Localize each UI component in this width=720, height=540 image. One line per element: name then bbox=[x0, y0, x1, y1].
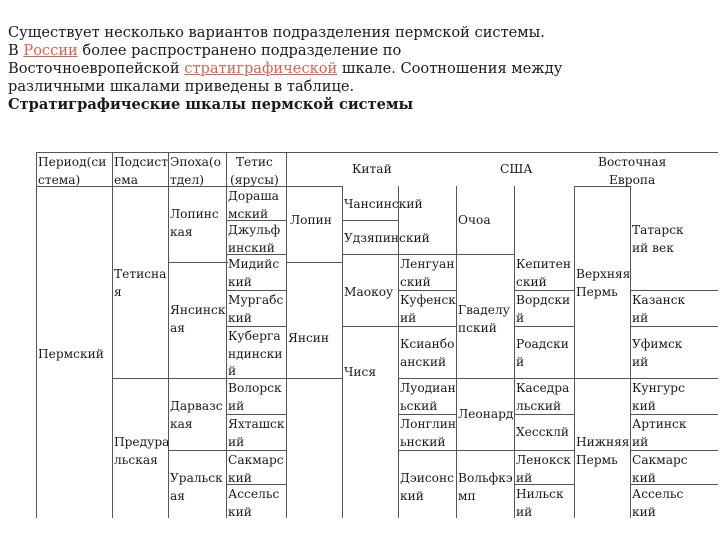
ee-stage: Казанск ий bbox=[632, 293, 686, 325]
tethys-stage: Куберга ндински й bbox=[228, 329, 283, 379]
usa-stage: Ленокск ий bbox=[516, 453, 571, 485]
china-stage: Маокоу bbox=[344, 285, 394, 299]
intro-line-3: Восточноевропейской стратиграфической шкале. Соотношения между bbox=[8, 60, 563, 77]
usa-stage: Ленгуан ский bbox=[400, 257, 455, 289]
intro-line-2: В России более распространено подразделение по bbox=[8, 42, 402, 59]
stratigraphic-link[interactable]: стратиграфической bbox=[184, 60, 338, 77]
china-stage: Удзяпинский bbox=[344, 231, 430, 245]
header-east-europe: Восточная Европа bbox=[598, 155, 667, 187]
header-china: Китай bbox=[352, 162, 392, 176]
tethys-stage: Яхташск ий bbox=[228, 417, 285, 449]
epoch-name: Лопинс кая bbox=[170, 207, 219, 239]
usa-series: Очоа bbox=[458, 213, 491, 227]
ee-stage: Артинск ий bbox=[632, 417, 687, 449]
russia-link[interactable]: России bbox=[23, 42, 78, 59]
header-usa: США bbox=[500, 162, 533, 176]
tethys-stage: Дораша мский bbox=[228, 189, 279, 221]
ee-stage: Кунгурс кий bbox=[632, 381, 685, 413]
ee-stage: Ассельс кий bbox=[632, 487, 684, 519]
usa-series: Вольфкэ мп bbox=[458, 471, 513, 503]
usa-stage: Ксианбо анский bbox=[400, 337, 455, 369]
tethys-stage: Волорск ий bbox=[228, 381, 282, 413]
usa-stage: Куфенск ий bbox=[400, 293, 456, 325]
usa-stage: Нильск ий bbox=[516, 487, 564, 519]
usa-stage: Вордски й bbox=[516, 293, 571, 325]
china-series: Янсин bbox=[288, 331, 330, 345]
epoch-name: Дарвазс кая bbox=[170, 399, 223, 431]
china-stage: Чансинский bbox=[344, 197, 423, 211]
tethys-stage: Мидийс кий bbox=[228, 257, 280, 289]
intro-line-4: различными шкалами приведены в таблице. bbox=[8, 78, 355, 95]
usa-series: Леонард bbox=[458, 407, 514, 421]
intro-line-1: Существует несколько вариантов подразделения пермской системы. bbox=[8, 24, 545, 41]
header-epoch: Эпоха(о тдел) bbox=[170, 155, 222, 187]
china-series: Лопин bbox=[290, 213, 332, 227]
usa-stage: Роадски й bbox=[516, 337, 569, 369]
ee-stage: Татарск ий век bbox=[632, 223, 684, 255]
header-tethys: Тетис (ярусы) bbox=[230, 155, 279, 187]
subsystem-name: Предура льская bbox=[114, 435, 170, 467]
period-name: Пермский bbox=[38, 347, 104, 361]
ee-stage: Уфимск ий bbox=[632, 337, 683, 369]
table-heading: Стратиграфические шкалы пермской системы bbox=[8, 96, 414, 113]
usa-stage: Каседра льский bbox=[516, 381, 570, 413]
epoch-name: Янсинск ая bbox=[170, 303, 226, 335]
usa-series: Гваделу пский bbox=[458, 303, 510, 335]
ee-subsystem: Верхняя Пермь bbox=[576, 267, 631, 299]
header-period: Период(си стема) bbox=[38, 155, 107, 187]
ee-subsystem: Нижняя Пермь bbox=[576, 435, 630, 467]
epoch-name: Уральск ая bbox=[170, 471, 223, 503]
tethys-stage: Ассельс кий bbox=[228, 487, 280, 519]
ee-stage: Сакмарс кий bbox=[632, 453, 688, 485]
usa-stage: Дэисонс кий bbox=[400, 471, 454, 503]
tethys-stage: Мургабс кий bbox=[228, 293, 284, 325]
usa-stage: Луодиан ьский bbox=[400, 381, 456, 413]
tethys-stage: Сакмарс кий bbox=[228, 453, 284, 485]
header-subsystem: Подсист ема bbox=[114, 155, 168, 187]
usa-stage: Лонглин ьнский bbox=[400, 417, 457, 449]
subsystem-name: Тетисна я bbox=[114, 267, 167, 299]
usa-stage: Хессклй bbox=[516, 425, 570, 439]
china-stage: Чися bbox=[344, 365, 377, 379]
usa-stage: Кепитен ский bbox=[516, 257, 571, 289]
tethys-stage: Джульф инский bbox=[228, 223, 281, 255]
